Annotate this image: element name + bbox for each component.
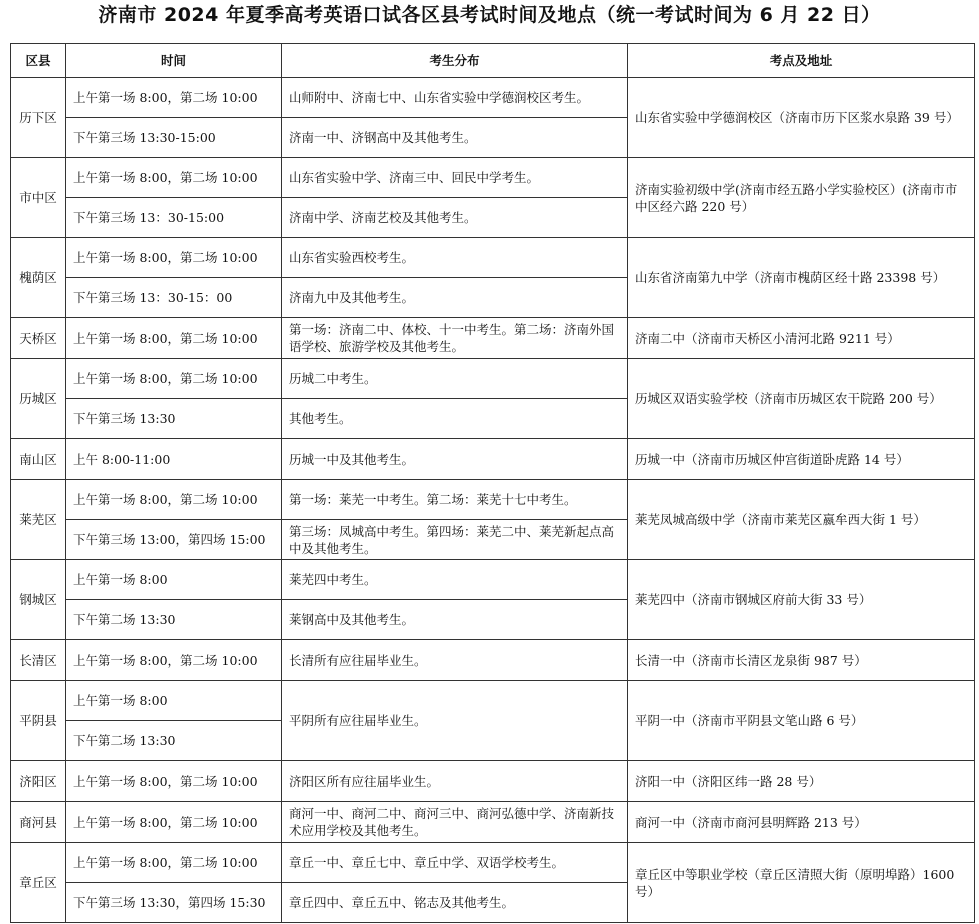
session-time: 下午第三场 13:30-15:00 xyxy=(66,118,282,158)
table-row xyxy=(11,359,975,399)
session-students: 其他考生。 xyxy=(282,399,628,439)
table-row xyxy=(11,439,975,480)
venue-address: 济阳一中（济阳区纬一路 28 号） xyxy=(628,761,975,802)
session-time: 上午第一场 8:00 xyxy=(66,681,282,721)
district-name: 章丘区 xyxy=(11,843,66,923)
page-title: 济南市 2024 年夏季高考英语口试各区县考试时间及地点（统一考试时间为 6 月 22 日） xyxy=(98,4,881,26)
table-row xyxy=(11,681,975,721)
session-students: 济南一中、济钢高中及其他考生。 xyxy=(282,118,628,158)
header-time: 时间 xyxy=(66,44,282,78)
venue-address: 莱芜四中（济南市钢城区府前大街 33 号） xyxy=(628,560,975,640)
table-row xyxy=(11,318,975,359)
district-name: 济阳区 xyxy=(11,761,66,802)
district-name: 槐荫区 xyxy=(11,238,66,318)
table-row xyxy=(11,560,975,600)
session-time: 下午第二场 13:30 xyxy=(66,600,282,640)
session-students: 济阳区所有应往届毕业生。 xyxy=(282,761,628,802)
session-students: 济南九中及其他考生。 xyxy=(282,278,628,318)
session-time: 下午第三场 13:00，第四场 15:00 xyxy=(66,520,282,560)
district-name: 长清区 xyxy=(11,640,66,681)
session-students: 山东省实验西校考生。 xyxy=(282,238,628,278)
venue-address: 平阴一中（济南市平阴县文笔山路 6 号） xyxy=(628,681,975,761)
venue-address: 历城一中（济南市历城区仲宫街道卧虎路 14 号） xyxy=(628,439,975,480)
district-name: 平阴县 xyxy=(11,681,66,761)
district-name: 钢城区 xyxy=(11,560,66,640)
table-row xyxy=(11,158,975,198)
district-name: 历城区 xyxy=(11,359,66,439)
district-name: 莱芜区 xyxy=(11,480,66,560)
district-name: 商河县 xyxy=(11,802,66,843)
session-time: 上午第一场 8:00，第二场 10:00 xyxy=(66,480,282,520)
table-row xyxy=(11,761,975,802)
table-row xyxy=(11,78,975,118)
header-students: 考生分布 xyxy=(282,44,628,78)
venue-address: 商河一中（济南市商河县明辉路 213 号） xyxy=(628,802,975,843)
venue-address: 历城区双语实验学校（济南市历城区农干院路 200 号） xyxy=(628,359,975,439)
district-name: 市中区 xyxy=(11,158,66,238)
session-students: 章丘一中、章丘七中、章丘中学、双语学校考生。 xyxy=(282,843,628,883)
table-row xyxy=(11,480,975,520)
session-students: 长清所有应往届毕业生。 xyxy=(282,640,628,681)
session-students: 莱钢高中及其他考生。 xyxy=(282,600,628,640)
session-time: 上午第一场 8:00，第二场 10:00 xyxy=(66,78,282,118)
table-row xyxy=(11,640,975,681)
session-students: 莱芜四中考生。 xyxy=(282,560,628,600)
header-district: 区县 xyxy=(11,44,66,78)
session-time: 上午第一场 8:00，第二场 10:00 xyxy=(66,158,282,198)
district-name: 历下区 xyxy=(11,78,66,158)
header-row xyxy=(11,44,975,78)
district-name: 天桥区 xyxy=(11,318,66,359)
district-name: 南山区 xyxy=(11,439,66,480)
session-time: 上午第一场 8:00，第二场 10:00 xyxy=(66,761,282,802)
session-time: 上午第一场 8:00，第二场 10:00 xyxy=(66,238,282,278)
session-students: 平阴所有应往届毕业生。 xyxy=(282,681,628,761)
session-students: 山东省实验中学、济南三中、回民中学考生。 xyxy=(282,158,628,198)
session-students: 山师附中、济南七中、山东省实验中学德润校区考生。 xyxy=(282,78,628,118)
session-time: 上午第一场 8:00，第二场 10:00 xyxy=(66,843,282,883)
session-students: 章丘四中、章丘五中、铭志及其他考生。 xyxy=(282,883,628,923)
header-venue: 考点及地址 xyxy=(628,44,975,78)
session-students: 第一场：济南二中、体校、十一中考生。第二场：济南外国语学校、旅游学校及其他考生。 xyxy=(282,318,628,359)
session-students: 历城二中考生。 xyxy=(282,359,628,399)
session-time: 上午第一场 8:00，第二场 10:00 xyxy=(66,359,282,399)
session-students: 济南中学、济南艺校及其他考生。 xyxy=(282,198,628,238)
session-students: 历城一中及其他考生。 xyxy=(282,439,628,480)
exam-schedule-table xyxy=(10,43,975,923)
session-time: 上午第一场 8:00 xyxy=(66,560,282,600)
venue-address: 济南实验初级中学(济南市经五路小学实验校区）(济南市市中区经六路 220 号） xyxy=(628,158,975,238)
venue-address: 章丘区中等职业学校（章丘区清照大街（原明埠路）1600 号） xyxy=(628,843,975,923)
session-time: 上午第一场 8:00，第二场 10:00 xyxy=(66,640,282,681)
venue-address: 莱芜凤城高级中学（济南市莱芜区嬴牟西大街 1 号） xyxy=(628,480,975,560)
session-students: 商河一中、商河二中、商河三中、商河弘德中学、济南新技术应用学校及其他考生。 xyxy=(282,802,628,843)
venue-address: 济南二中（济南市天桥区小清河北路 9211 号） xyxy=(628,318,975,359)
session-time: 下午第三场 13：30-15：00 xyxy=(66,278,282,318)
venue-address: 山东省济南第九中学（济南市槐荫区经十路 23398 号） xyxy=(628,238,975,318)
venue-address: 山东省实验中学德润校区（济南市历下区浆水泉路 39 号） xyxy=(628,78,975,158)
table-row xyxy=(11,802,975,843)
session-students: 第三场：凤城高中考生。第四场：莱芜二中、莱芜新起点高中及其他考生。 xyxy=(282,520,628,560)
session-time: 上午第一场 8:00，第二场 10:00 xyxy=(66,802,282,843)
session-time: 上午 8:00-11:00 xyxy=(66,439,282,480)
table-row xyxy=(11,843,975,883)
session-time: 下午第三场 13：30-15:00 xyxy=(66,198,282,238)
session-time: 上午第一场 8:00，第二场 10:00 xyxy=(66,318,282,359)
session-time: 下午第三场 13:30，第四场 15:30 xyxy=(66,883,282,923)
venue-address: 长清一中（济南市长清区龙泉街 987 号） xyxy=(628,640,975,681)
table-row xyxy=(11,238,975,278)
session-time: 下午第三场 13:30 xyxy=(66,399,282,439)
session-time: 下午第二场 13:30 xyxy=(66,721,282,761)
session-students: 第一场：莱芜一中考生。第二场：莱芜十七中考生。 xyxy=(282,480,628,520)
